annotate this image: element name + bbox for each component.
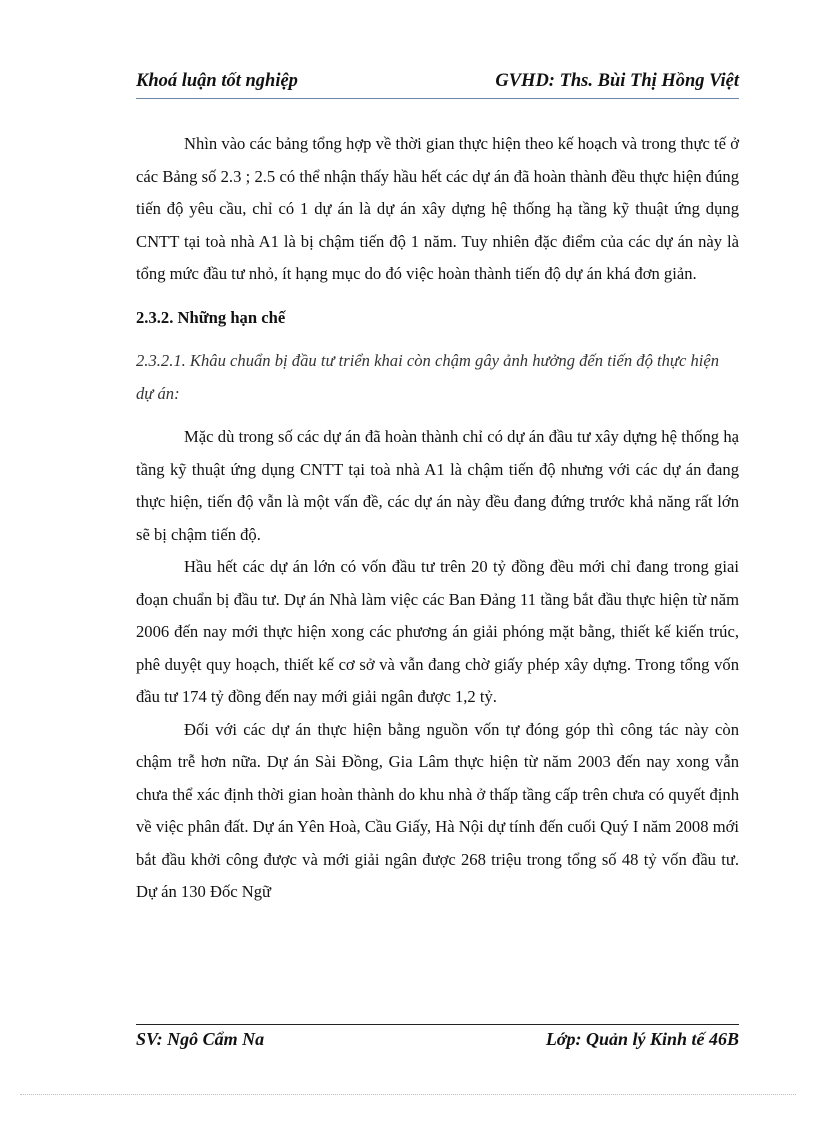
footer-student-name: SV: Ngô Cẩm Na (136, 1029, 265, 1049)
page-header (136, 70, 739, 99)
paragraph-large-projects: Hầu hết các dự án lớn có vốn đầu tư trên 20 tỷ đồng đều mới chỉ đang trong giai đoạn chuẩn bị đầu tư. Dự án Nhà làm việc các Ban Đảng 11 tầng bắt đầu thực hiện từ năm 2006 đến nay mới thực hiện xong các phương án giải phóng mặt bằng, thiết kế kiến trúc, phê duyệt quy hoạch, thiết kế cơ sở và vẫn đang chờ giấy phép xây dựng. Trong tổng vốn đầu tư 174 tỷ đồng đến nay mới giải ngân được 1,2 tỷ. (136, 557, 739, 706)
paragraph-summary: Nhìn vào các bảng tổng hợp về thời gian thực hiện theo kế hoạch và trong thực tế ở các Bảng số 2.3 ; 2.5 có thể nhận thấy hầu hết các dự án đã hoàn thành đều thực hiện đúng tiến độ yêu cầu, chỉ có 1 dự án là dự án xây dựng hệ thống hạ tầng kỹ thuật ứng dụng CNTT tại toà nhà A1 là bị chậm tiến độ 1 năm. Tuy nhiên đặc điểm của các dự án này là tổng mức đầu tư nhỏ, ít hạng mục do đó việc hoàn thành tiến độ dự án khá đơn giản. (136, 134, 739, 283)
subsection-heading: 2.3.2.1. Khâu chuẩn bị đầu tư triển khai còn chậm gây ảnh hưởng đến tiến độ thực hiện dự án: (136, 351, 720, 403)
section-heading: 2.3.2. Những hạn chế (136, 307, 286, 327)
footer-class-name: Lớp: Quản lý Kinh tế 46B (545, 1029, 739, 1049)
header-supervisor: GVHD: Ths. Bùi Thị Hồng Việt (495, 71, 739, 91)
paragraph-delay-issue: Mặc dù trong số các dự án đã hoàn thành chỉ có dự án đầu tư xây dựng hệ thống hạ tầng kỹ thuật ứng dụng CNTT tại toà nhà A1 là chậm tiến độ nhưng với các dự án đang thực hiện, tiến độ vẫn là một vấn đề, các dự án này đều đang đứng trước khả năng rất lớn sẽ bị chậm tiến độ. (136, 427, 739, 544)
document-body (136, 128, 739, 909)
page-bottom-divider (20, 1094, 796, 1095)
paragraph-self-funded-projects: Đối với các dự án thực hiện bằng nguồn vốn tự đóng góp thì công tác này còn chậm trễ hơn nữa. Dự án Sài Đồng, Gia Lâm thực hiện từ năm 2003 đến nay xong vẫn chưa thể xác định thời gian hoàn thành do khu nhà ở thấp tầng cấp trên chưa có quyết định về việc phân đất. Dự án Yên Hoà, Cầu Giấy, Hà Nội dự tính đến cuối Quý I năm 2008 mới bắt đầu khởi công được và mới giải ngân được 268 triệu trong tổng số 48 tỷ vốn đầu tư. Dự án 130 Đốc Ngữ (136, 719, 739, 901)
header-thesis-title: Khoá luận tốt nghiệp (136, 71, 298, 91)
page-footer (136, 1024, 739, 1053)
